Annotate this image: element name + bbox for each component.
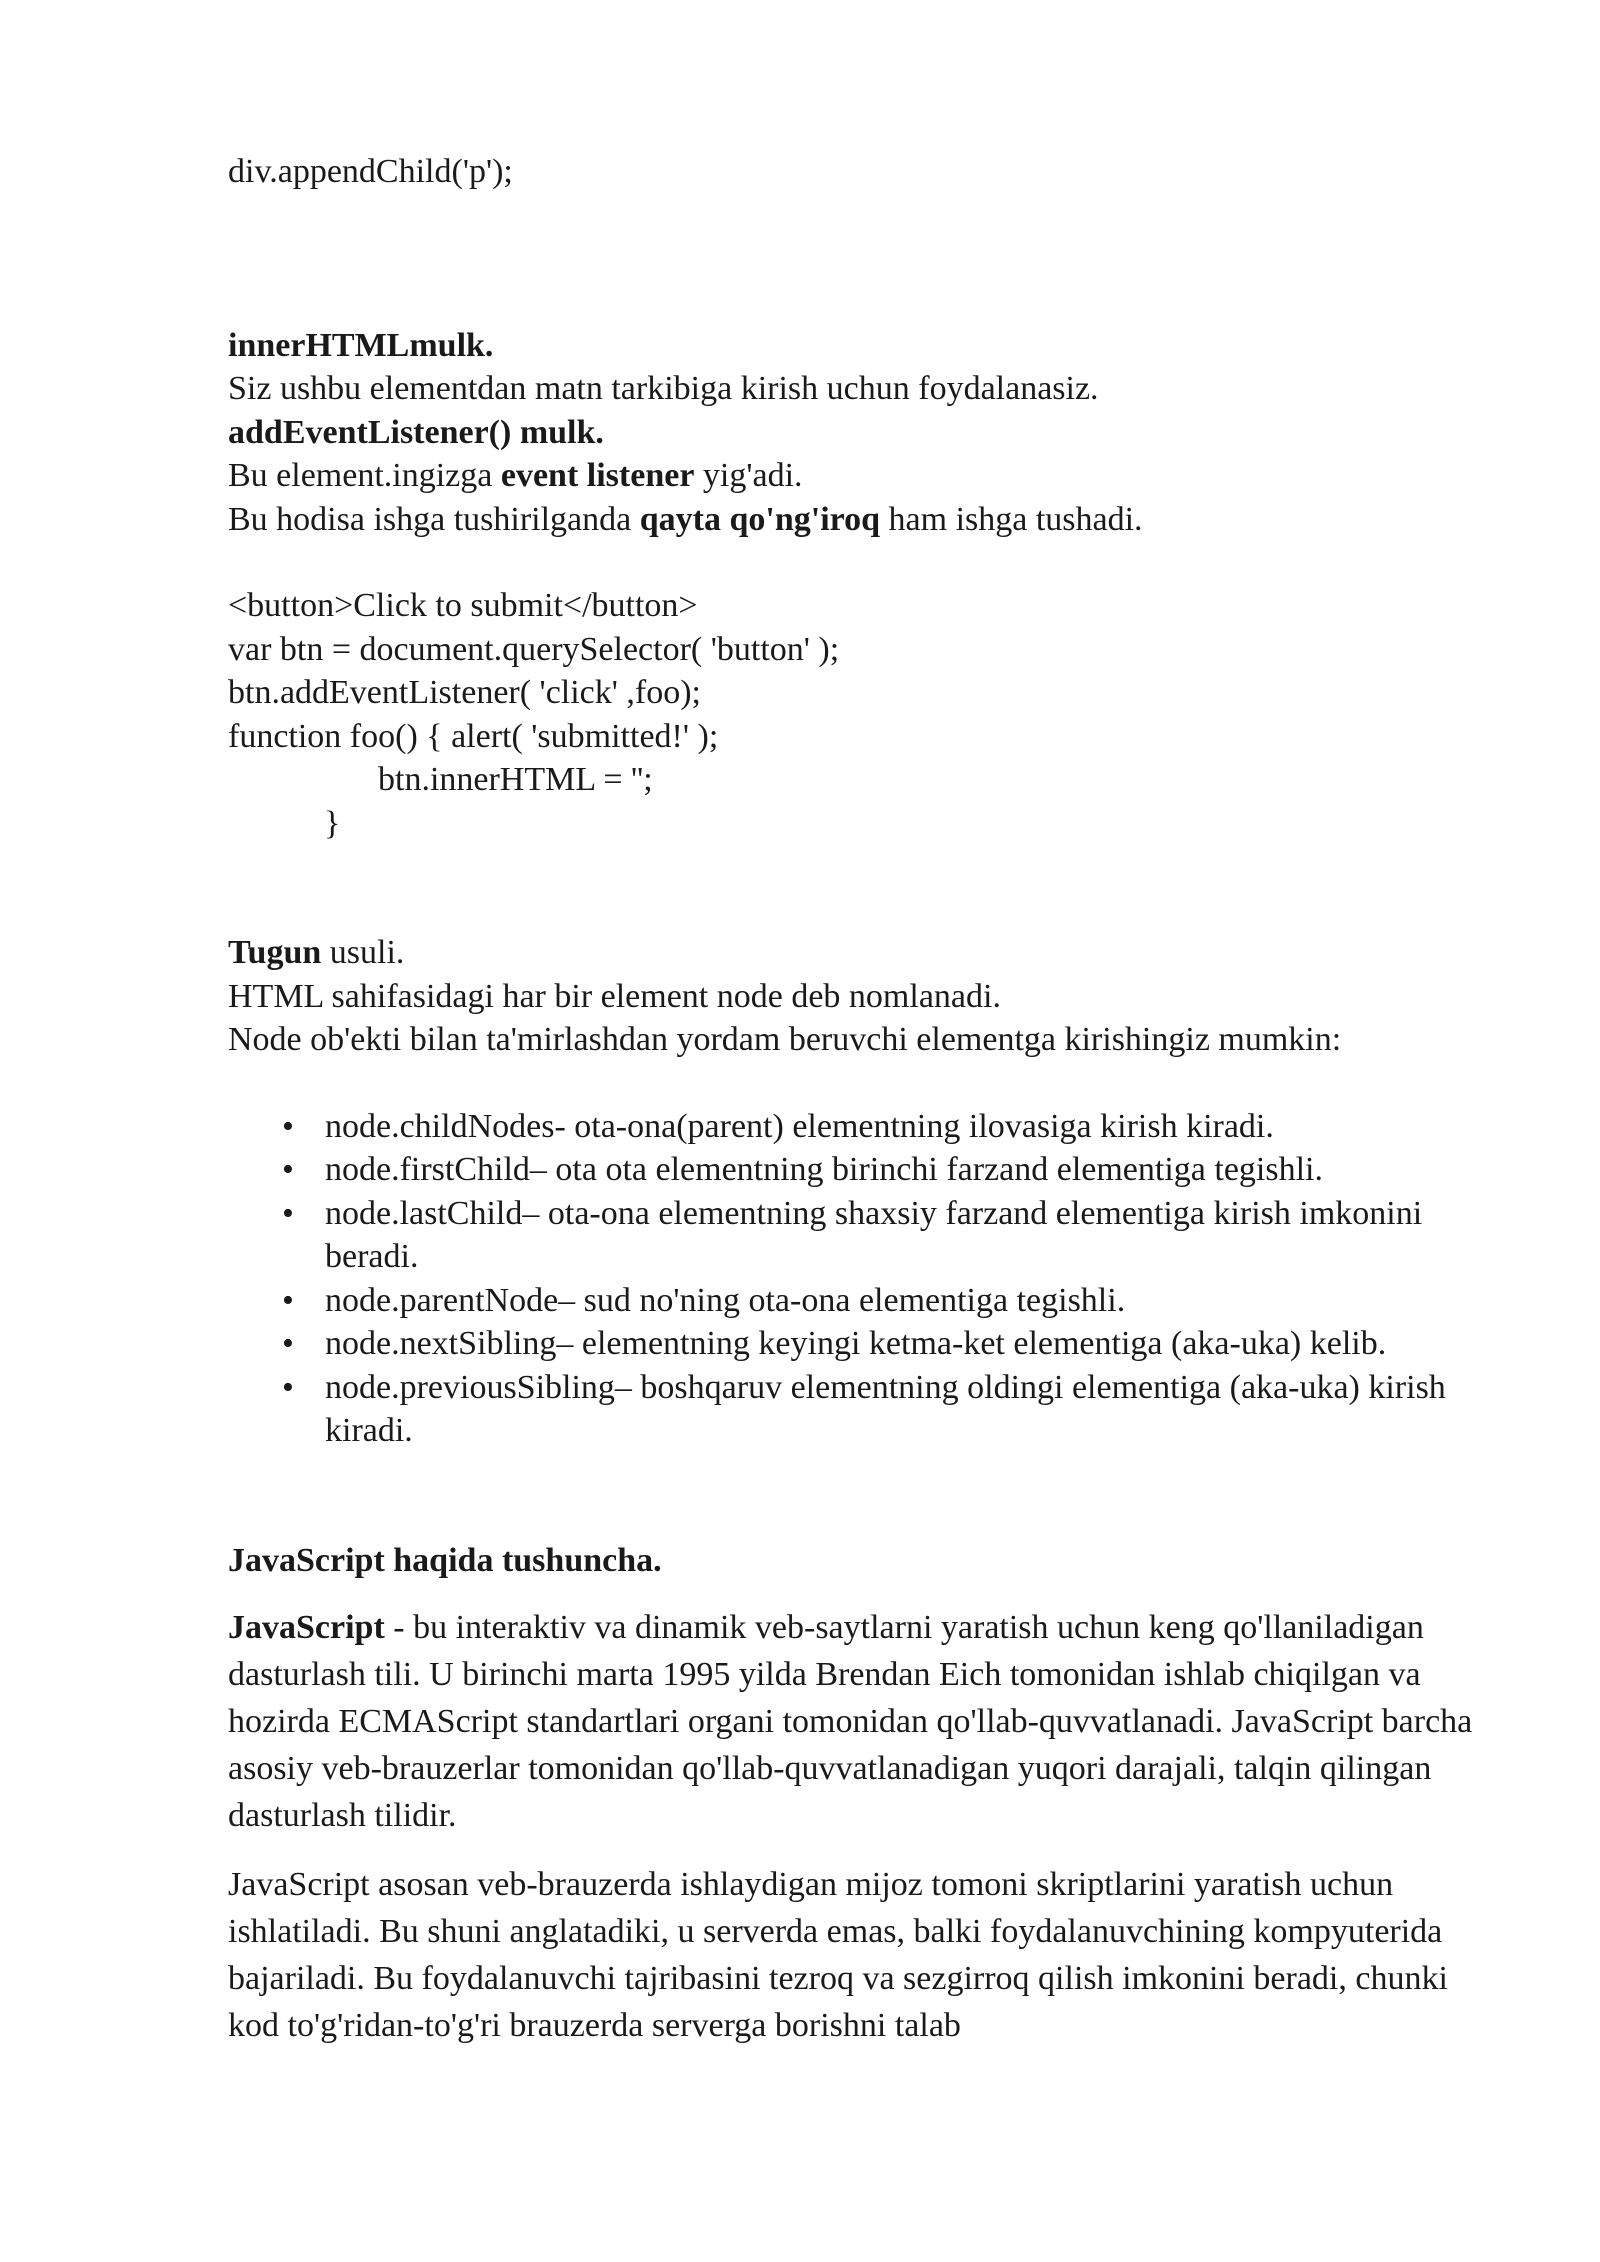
list-item: [228, 1148, 1478, 1192]
code-example: [228, 584, 1478, 845]
text-segment: Bu element.ingizga: [228, 457, 501, 494]
javascript-paragraph-2: JavaScript asosan veb-brauzerda ishlaydigan mijoz tomoni skriptlarini yaratish uchun ishlatiladi. Bu shuni anglatadiki, u serverda emas, balki foydalanuvchining kompyuterida bajariladi. Bu foydalanuvchi tajribasini tezroq va sezgirroq qilish imkonini beradi, chunki kod to'g'ridan-to'g'ri brauzerda serverga borishni talab: [228, 1866, 1448, 2044]
bullet-icon: •: [282, 1325, 294, 1362]
spacer: [228, 194, 1478, 324]
list-item: [228, 1322, 1478, 1366]
text-segment: usuli.: [321, 934, 405, 971]
bullet-icon: •: [282, 1107, 294, 1145]
spacer: [228, 1062, 1478, 1105]
text-segment: yig'adi.: [694, 457, 803, 494]
addeventlistener-heading: addEventListener() mulk.: [228, 413, 604, 451]
bullet-icon: •: [282, 1194, 294, 1232]
addeventlistener-line-2: [228, 498, 1478, 542]
code-line: }: [324, 804, 341, 842]
code-append-child: div.appendChild('p');: [228, 153, 513, 190]
list-item-text: node.previousSibling– boshqaruv elementning oldingi elementiga (aka-uka) kirish kiradi.: [325, 1368, 1446, 1449]
tugun-line-1: HTML sahifasidagi har bir element node deb nomlanadi.: [228, 977, 1001, 1015]
code-line: btn.addEventListener( 'click' ,foo);: [228, 674, 701, 711]
innerhtml-description: Siz ushbu elementdan matn tarkibiga kirish uchun foydalanasiz.: [228, 370, 1099, 407]
text-segment: Bu hodisa ishga tushirilganda: [228, 500, 640, 538]
tugun-heading: [228, 931, 1478, 975]
spacer: [228, 541, 1478, 584]
text-segment: - bu interaktiv va dinamik veb-saytlarni yaratish uchun keng qo'llaniladigan dasturlash tili. U birinchi marta 1995 yilda Brendan Eich tomonidan ishlab chiqilgan va hozirda ECMAScript standartlari organi tomonidan qo'llab-quvvatlanadi. JavaScript barcha asosiy veb-brauzerlar tomonidan qo'llab-quvvatlanadigan yuqori darajali, talqin qilingan dasturlash tilidir.: [228, 1609, 1473, 1834]
list-item-text: node.parentNode– sud no'ning ota-ona elementiga tegishli.: [325, 1281, 1126, 1319]
bullet-icon: •: [282, 1281, 294, 1319]
tugun-line-2: Node ob'ekti bilan ta'mirlashdan yordam beruvchi elementga kirishingiz mumkin:: [228, 1021, 1342, 1058]
document-page: [228, 150, 1478, 2049]
tugun-term: Tugun: [228, 934, 322, 971]
list-item-text: node.nextSibling– elementning keyingi ketma-ket elementiga (aka-uka) kelib.: [325, 1325, 1387, 1362]
event-listener-term: event listener: [500, 457, 695, 494]
text-segment: ham ishga tushadi.: [880, 500, 1143, 538]
addeventlistener-line-1: [228, 454, 1478, 498]
code-line: <button>Click to submit</button>: [228, 587, 698, 624]
list-item-text: node.lastChild– ota-ona elementning shaxsiy farzand elementiga kirish imkonini beradi.: [325, 1194, 1423, 1275]
list-item-text: node.firstChild– ota ota elementning birinchi farzand elementiga tegishli.: [325, 1151, 1323, 1188]
callback-term: qayta qo'ng'iroq: [639, 500, 881, 538]
code-line: btn.innerHTML = '';: [378, 761, 653, 798]
code-line: var btn = document.querySelector( 'button' );: [228, 630, 840, 668]
bullet-icon: •: [282, 1151, 294, 1188]
spacer: [228, 1453, 1478, 1539]
list-item: [228, 1279, 1478, 1323]
javascript-paragraph-1: [228, 1604, 1478, 1839]
spacer: [228, 1582, 1478, 1604]
node-properties-list: [228, 1105, 1478, 1453]
list-item: [228, 1105, 1478, 1149]
spacer: [228, 845, 1478, 931]
bullet-icon: •: [282, 1368, 294, 1406]
javascript-heading: JavaScript haqida tushuncha.: [228, 1541, 662, 1579]
javascript-term: JavaScript: [228, 1609, 385, 1646]
list-item: [228, 1192, 1478, 1279]
innerhtml-heading: innerHTMLmulk.: [228, 326, 494, 364]
code-line: function foo() { alert( 'submitted!' );: [228, 717, 719, 755]
list-item: [228, 1366, 1478, 1453]
list-item-text: node.childNodes- ota-ona(parent) elementning ilovasiga kirish kiradi.: [325, 1107, 1274, 1145]
spacer: [228, 1839, 1478, 1861]
